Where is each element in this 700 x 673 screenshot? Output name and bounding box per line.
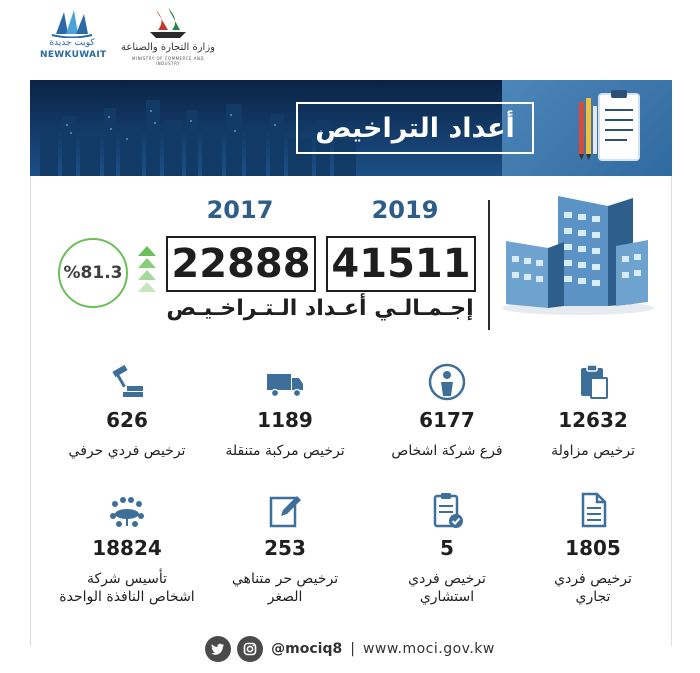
ministry-arabic: وزارة التجارة والصناعة — [121, 42, 215, 53]
stat-value: 1805 — [565, 536, 621, 560]
stat-label-line1: ترخيص فردي — [408, 571, 486, 587]
banner-title-box — [298, 102, 534, 154]
clipboard-icon — [573, 362, 613, 402]
clipboard-pencils-icon — [575, 88, 645, 168]
footer-social — [200, 634, 500, 664]
sails-icon — [50, 8, 94, 38]
edit-icon — [265, 490, 305, 530]
new-kuwait-logo — [40, 6, 107, 64]
stat-label-line1: ترخيص فردي — [554, 571, 632, 587]
stat-label-line2: الصغر — [267, 589, 303, 605]
checklist-icon — [427, 490, 467, 530]
twitter-icon — [211, 642, 225, 656]
stat-company-branch — [372, 362, 522, 460]
year-label-2017: 2017 — [206, 196, 274, 224]
stat-label-line1: ترخيص حر متناهي — [231, 571, 339, 587]
new-kuwait-arabic: كويت جديدة — [49, 38, 95, 48]
stat-single-window-company — [52, 490, 202, 606]
year-label-2019: 2019 — [371, 196, 439, 224]
page-title: أعداد التراخيص — [315, 112, 515, 144]
stat-practice-license — [518, 362, 668, 460]
total-2017: 22888 — [166, 236, 316, 292]
social-handle[interactable]: @mociq8 — [271, 641, 343, 657]
person-icon — [427, 362, 467, 402]
instagram-button[interactable] — [237, 636, 263, 662]
growth-percentage: %81.3 — [58, 238, 128, 308]
footer-separator: | — [350, 641, 355, 657]
website-link[interactable]: www.moci.gov.kw — [362, 641, 495, 657]
title-banner — [30, 80, 672, 176]
twitter-button[interactable] — [205, 636, 231, 662]
document-icon — [573, 490, 613, 530]
stat-value: 626 — [106, 408, 148, 432]
vertical-divider — [488, 200, 490, 330]
total-licenses-label: إجـمـالـي أعـداد الـتـراخـيـص — [166, 296, 474, 321]
stat-label — [372, 570, 522, 606]
ministry-english: MINISTRY OF COMMERCE AND INDUSTRY — [131, 56, 205, 66]
stat-label — [210, 570, 360, 606]
ministry-logo — [120, 6, 216, 64]
stat-label — [52, 570, 202, 606]
growth-arrows-icon — [136, 244, 158, 294]
stat-label: ترخيص فردي حرفي — [68, 443, 186, 459]
buildings-illustration — [498, 186, 658, 316]
stat-label: فرع شركة اشخاص — [391, 443, 503, 459]
instagram-icon — [243, 642, 257, 656]
stat-value: 1189 — [257, 408, 313, 432]
stat-label-line2: استشاري — [419, 589, 475, 605]
stat-commercial-individual — [518, 490, 668, 606]
title-bracket — [296, 102, 306, 154]
stat-label-line1: تأسيس شركة — [86, 571, 168, 587]
stat-label-line2: اشخاص النافذة الواحدة — [59, 589, 195, 605]
dhow-boat-icon — [146, 6, 190, 40]
hammer-bricks-icon — [107, 362, 147, 402]
stat-micro-license — [210, 490, 360, 606]
stat-label: ترخيص مزاولة — [551, 443, 635, 459]
stat-value: 18824 — [92, 536, 162, 560]
stat-value: 253 — [264, 536, 306, 560]
stat-label — [518, 570, 668, 606]
header-logos — [40, 6, 215, 66]
stat-label: ترخيص مركبة متنقلة — [225, 443, 345, 459]
stat-label-line2: تجاري — [575, 589, 611, 605]
stat-value: 5 — [440, 536, 454, 560]
stat-mobile-vehicle — [210, 362, 360, 460]
truck-icon — [255, 362, 315, 402]
meeting-icon — [107, 490, 147, 530]
stat-consulting-individual — [372, 490, 522, 606]
stat-value: 6177 — [419, 408, 475, 432]
stat-craft-license — [52, 362, 202, 460]
total-2019: 41511 — [326, 236, 476, 292]
stat-value: 12632 — [558, 408, 628, 432]
new-kuwait-english: NEWKUWAIT — [40, 50, 107, 60]
